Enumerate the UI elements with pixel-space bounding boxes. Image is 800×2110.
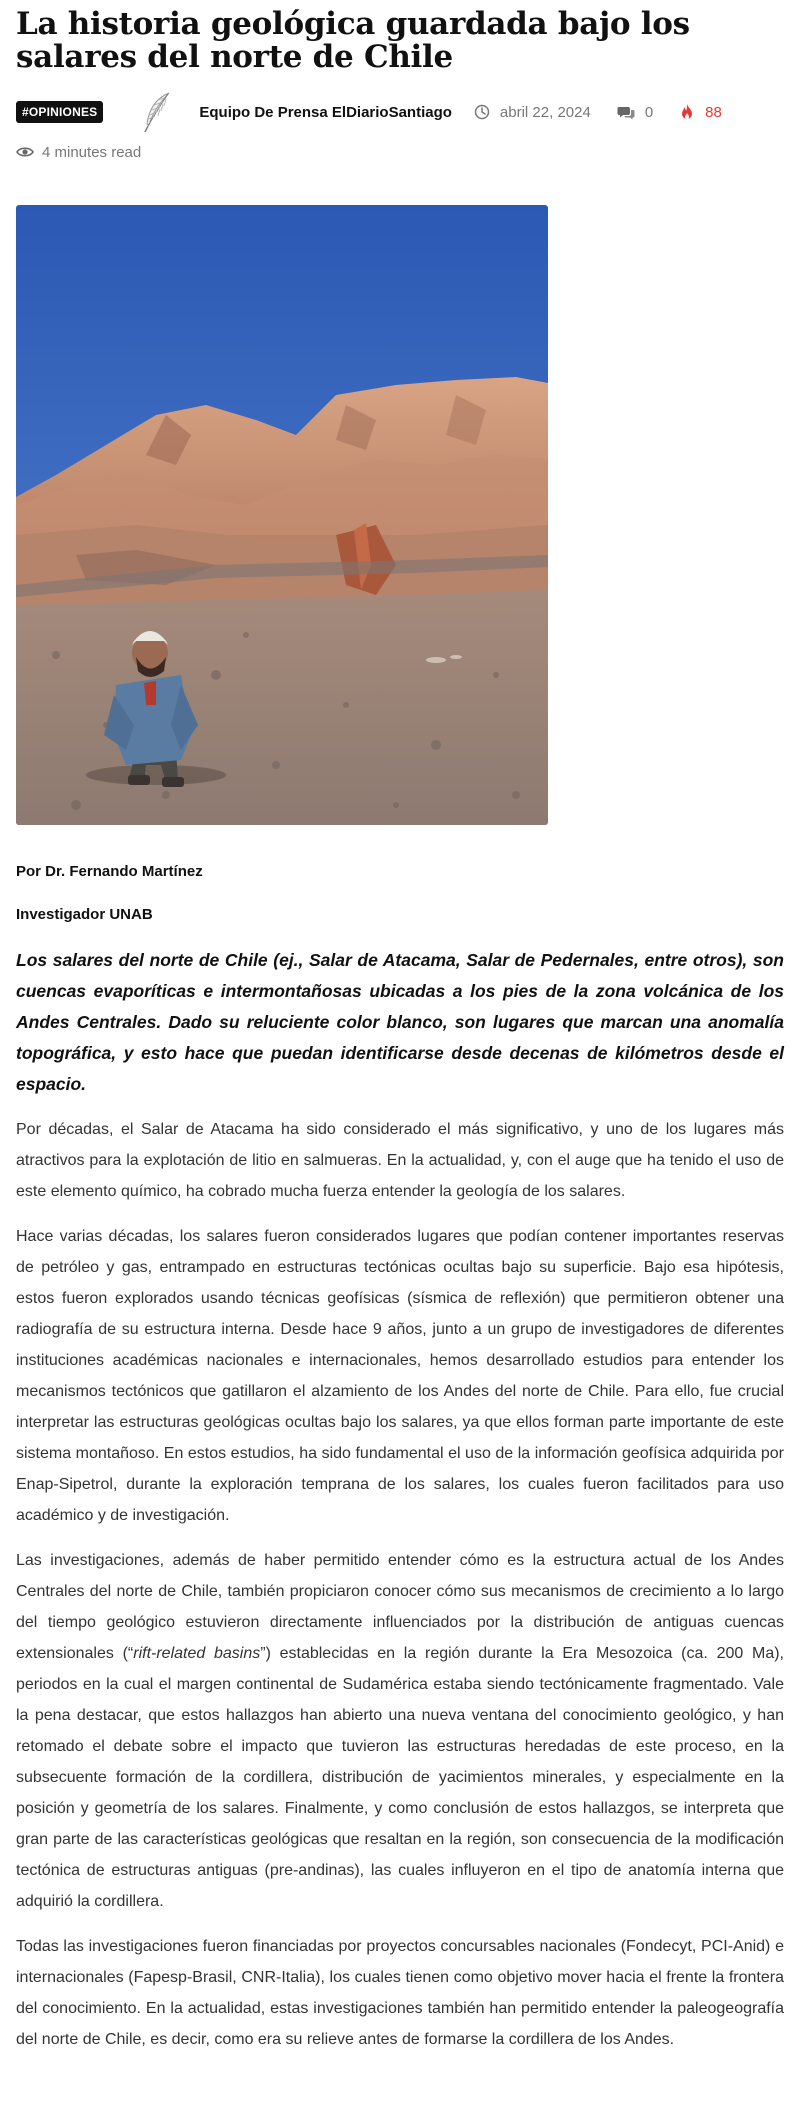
comments-icon: [617, 104, 635, 120]
feather-icon[interactable]: [137, 90, 181, 134]
fire-icon: [679, 103, 695, 121]
article-title: La historia geológica guardada bajo los salares del norte de Chile: [16, 6, 690, 75]
byline-affiliation: Investigador UNAB: [16, 906, 153, 923]
paragraph-1: Por décadas, el Salar de Atacama ha sido considerado el más significativo, y uno de los lugares más atractivos para la explotación de litio en salmueras. En la actualidad, y, con el auge que ha tenido el uso de este elemento químico, ha cobrado mucha fuerza entender la geología de los salares.: [16, 1121, 784, 1200]
comments-count: 0: [644, 103, 654, 121]
paragraph-3-a: Las investigaciones, además de haber permitido entender cómo es la estructura actual de los Andes Centrales del norte de Chile, también propiciaron conocer cómo sus mecanismos de crecimiento a lo largo del tiempo geológico estuvieron directamente influenciados por la distribución de antiguas cuencas extensionales (“: [16, 1552, 784, 1662]
read-time-text: 4 minutes read: [42, 143, 142, 161]
eye-icon: [16, 145, 34, 159]
date-meta: [474, 104, 591, 121]
comments-meta[interactable]: [617, 104, 653, 121]
views-count: 88: [705, 103, 722, 121]
byline-author: Por Dr. Fernando Martínez: [16, 863, 203, 880]
paragraph-3: [16, 1545, 784, 1917]
paragraph-3-b: ”) establecidas en la región durante la Era Mesozoica (ca. 200 Ma), periodos en la cual el margen continental de Sudamérica estaba siendo tectónicamente fragmentado. Vale la pena destacar, que estos hallazgos han abierto una nueva ventana del conocimiento geológico, y han retomado el debate sobre el impacto que tuvieron las estructuras heredadas de este proceso, en la subsecuente formación de la cordillera, distribución de yacimientos minerales, y especialmente en la posición y geometría de los salares. Finalmente, y como conclusión de estos hallazgos, se interpreta que gran parte de las características geológicas que resaltan en la región, son consecuencia de la modificación tectónica de estructuras antiguas (pre-andinas), las cuales influyeron en el tipo de anatomía interna que adquirió la cordillera.: [16, 1645, 785, 1910]
read-time: [16, 140, 784, 164]
author-link[interactable]: Equipo De Prensa ElDiarioSantiago: [199, 103, 452, 121]
hero-image: [16, 205, 548, 825]
paragraph-3-emphasis: rift-related basins: [133, 1645, 261, 1662]
article: [0, 8, 800, 2055]
category-badge[interactable]: #OPINIONES: [16, 101, 103, 123]
views-meta: [679, 103, 722, 121]
paragraph-4: Todas las investigaciones fueron financiadas por proyectos concursables nacionales (Fondecyt, PCI-Anid) e internacionales (Fapesp-Brasil, CNR-Italia), los cuales tienen como objetivo mover hacia el frente la frontera del conocimiento. En la actualidad, estas investigaciones también han permitido entender la paleogeografía del norte de Chile, es decir, como era su relieve antes de formarse la cordillera de los Andes.: [16, 1938, 784, 2048]
clock-icon: [474, 104, 490, 120]
paragraph-2: Hace varias décadas, los salares fueron considerados lugares que podían contener importantes reservas de petróleo y gas, entrampado en estructuras tectónicas ocultas bajo su superficie. Bajo esa hipótesis, estos fueron explorados usando técnicas geofísicas (sísmica de reflexión) que permitieron obtener una radiografía de su estructura interna. Desde hace 9 años, junto a un grupo de investigadores de diferentes instituciones académicas nacionales e internacionales, hemos desarrollado estudios para entender los mecanismos tectónicos que gatillaron el alzamiento de los Andes del norte de Chile. Para ello, fue crucial interpretar las estructuras geológicas ocultas bajo los salares, ya que ellos forman parte importante de este sistema montañoso. En estos estudios, ha sido fundamental el uso de la información geofísica adquirida por Enap-Sipetrol, durante la exploración temprana de los salares, los cuales fueron facilitados para uso académico y de investigación.: [16, 1228, 784, 1524]
lead-paragraph: Los salares del norte de Chile (ej., Salar de Atacama, Salar de Pedernales, entre otros), son cuencas evaporíticas e intermontañosas ubicadas a los pies de la zona volcánica de los Andes Centrales. Dado su reluciente color blanco, son lugares que marcan una anomalía topográfica, y esto hace que puedan identificarse desde decenas de kilómetros desde el espacio.: [16, 950, 784, 1094]
date-text: abril 22, 2024: [499, 103, 591, 121]
article-meta: [16, 84, 784, 140]
